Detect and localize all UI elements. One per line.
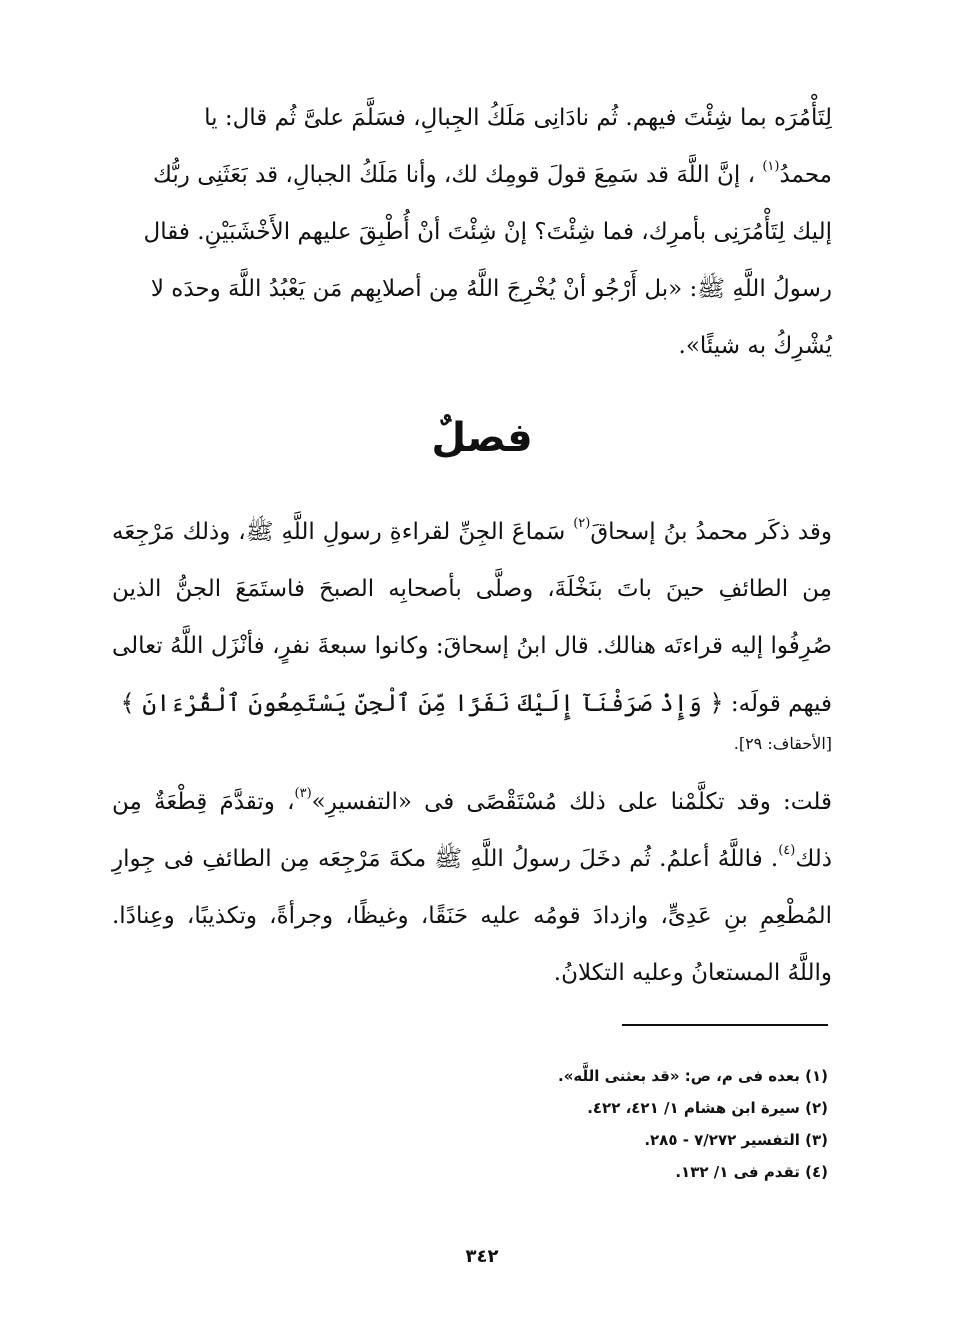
paragraph-text — [112, 774, 832, 1002]
text-line: لِتَأْمُرَه بما شِئْتَ فيهم. ثُم نادَانِى مَلَكُ الجِبالِ، فسَلَّمَ علىَّ ثُم قال: يا — [204, 105, 832, 131]
text-fragment: وقد ذكَر محمدُ بنُ إسحاقَ — [590, 519, 832, 545]
footnotes — [228, 1060, 828, 1188]
opening-paragraph — [112, 90, 832, 375]
text-fragment: ، إنَّ اللَّهَ قد سَمِعَ قولَ قومِك لك، وأنا مَلَكُ الجبالِ، قد بَعَثَنِى ربُّك — [152, 162, 755, 188]
section-heading: فصلٌ — [431, 415, 533, 461]
text-line: إليك لِتَأْمُرَنِى بأمرِك، فما شِئْتَ؟ إنْ شِئْتَ أنْ أُطْبِقَ عليهم الأَخْشَبَيْنِ. فقال — [143, 219, 832, 245]
paragraph-commentary — [112, 774, 832, 1002]
text-line: رسولُ اللَّهِ ﷺ: «بل أَرْجُو أنْ يُخْرِجَ اللَّهُ مِن أصلابِهم مَن يَعْبُدُ اللَّهَ وحدَه لا — [150, 276, 832, 302]
text-line — [112, 147, 832, 204]
footnote-marker[interactable]: (٢) — [573, 516, 591, 531]
verse-citation: [الأحقاف: ٢٩]. — [733, 734, 832, 753]
page-number: ٣٤٢ — [465, 1246, 499, 1267]
text-fragment: سَماعَ الجِنِّ لقراءةِ رسولِ اللَّهِ ﷺ، وذلك مَرْجِعَه مِن الطائفِ حينَ باتَ بنَخْلَةَ، وصلَّى بأصحابِه الصبحَ فاستَمَعَ الجنُّ الذين صُرِفُوا إليه قراءتَه هنالك. قال ابنُ إسحاقَ: وكانوا سبعةَ نفرٍ، فأنْزَل اللَّهُ تعالى فيهم قولَه: — [112, 519, 832, 717]
text-fragment: محمدُ — [779, 162, 832, 188]
footnote-marker[interactable]: (١) — [762, 159, 780, 174]
footnote-marker[interactable]: (٣) — [294, 786, 312, 801]
footnote-marker[interactable]: (٤) — [778, 843, 796, 858]
quran-verse: ﴿ وَإِذْ صَرَفْنَآ إِلَيْكَ نَفَرًا مِّنَ ٱلْجِنِّ يَسْتَمِعُونَ ٱلْقُرْءَانَ ﴾ — [120, 689, 724, 717]
paragraph-text — [112, 504, 832, 761]
footnote-item: (٣) التفسير ٧/٢٧٢ - ٢٨٥. — [644, 1131, 828, 1149]
footnote-item: (٤) تقدم فى ١/ ١٣٢. — [675, 1163, 828, 1181]
text-line: يُشْرِكُ به شيئًا». — [678, 333, 832, 359]
paragraph-jinn — [112, 504, 832, 761]
footnote-item: (٢) سيرة ابن هشام ١/ ٤٢١، ٤٢٢. — [587, 1099, 828, 1117]
text-fragment: . فاللَّهُ أعلمُ. ثُم دخَلَ رسولُ اللَّهِ ﷺ مكةَ مَرْجِعَه مِن الطائفِ فى جِوارِ المُطْعِمِ بنِ عَدِىٍّ، وازدادَ قومُه عليه حَنَقًا، وغيظًا، وجرأةً، وتكذيبًا، وعِنادًا. واللَّهُ المستعانُ وعليه التكلانُ. — [112, 846, 832, 986]
footnote-item: (١) بعده فى م، ص: «قد بعثنى اللَّه». — [558, 1067, 828, 1085]
text-fragment: ، وتقدَّمَ قِطْعَةٌ مِن ذلك — [112, 789, 832, 872]
footnote-divider — [622, 1024, 828, 1026]
text-fragment: قلت: وقد تكلَّمْنا على ذلك مُسْتَقْصًى فى «التفسيرِ» — [311, 789, 832, 815]
